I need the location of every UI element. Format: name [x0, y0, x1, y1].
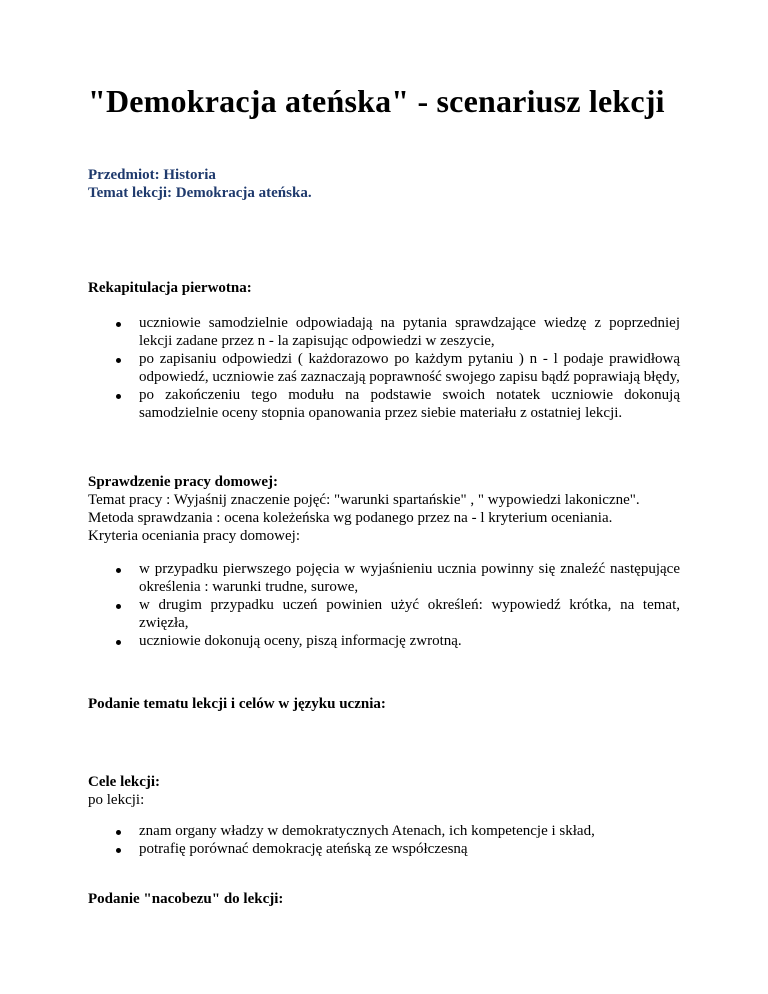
list-item: uczniowie dokonują oceny, piszą informację zwrotną. [88, 632, 680, 650]
list-item: po zakończeniu tego modułu na podstawie swoich notatek uczniowie dokonują samodzielnie oceny stopnia opanowania przez siebie materiału z ostatniej lekcji. [88, 386, 680, 422]
section-title-praca-domowa: Sprawdzenie pracy domowej: [88, 474, 278, 490]
homework-topic-line: Temat pracy : Wyjaśnij znaczenie pojęć: "warunki spartańskie" , " wypowiedzi lakoniczne". [88, 492, 640, 508]
cele-list [88, 822, 680, 858]
list-item: w drugim przypadku uczeń powinien użyć określeń: wypowiedź krótka, na temat, zwięzła, [88, 596, 680, 632]
homework-method-line: Metoda sprawdzania : ocena koleżeńska wg podanego przez na - l kryterium oceniania. [88, 510, 613, 526]
document-title: "Demokracja ateńska" - scenariusz lekcji [88, 83, 665, 119]
section-title-cele: Cele lekcji: [88, 774, 161, 790]
section-title-rekapitulacja: Rekapitulacja pierwotna: [88, 280, 252, 296]
list-item: w przypadku pierwszego pojęcia w wyjaśnieniu ucznia powinny się znaleźć następujące określenia : warunki trudne, surowe, [88, 560, 680, 596]
homework-criteria-line: Kryteria oceniania pracy domowej: [88, 528, 300, 544]
list-item: po zapisaniu odpowiedzi ( każdorazowo po każdym pytaniu ) n - l podaje prawidłową odpowiedź, uczniowie zaś zaznaczają poprawność swojego zapisu bądź poprawiają błędy, [88, 350, 680, 386]
list-item: uczniowie samodzielnie odpowiadają na pytania sprawdzające wiedzę z poprzedniej lekcji zadane przez n - la zapisując odpowiedzi w zeszycie, [88, 314, 680, 350]
subject-line: Przedmiot: Historia [88, 167, 216, 183]
cele-intro: po lekcji: [88, 792, 145, 808]
list-item: znam organy władzy w demokratycznych Atenach, ich kompetencje i skład, [88, 822, 680, 840]
section-title-podanie-tematu: Podanie tematu lekcji i celów w języku ucznia: [88, 696, 386, 712]
rekapitulacja-list [88, 314, 680, 422]
topic-line: Temat lekcji: Demokracja ateńska. [88, 185, 312, 201]
lesson-meta [88, 166, 312, 202]
list-item: potrafię porównać demokrację ateńską ze współczesną [88, 840, 680, 858]
section-title-nacobezu: Podanie "nacobezu" do lekcji: [88, 891, 284, 907]
homework-criteria-list [88, 560, 680, 650]
